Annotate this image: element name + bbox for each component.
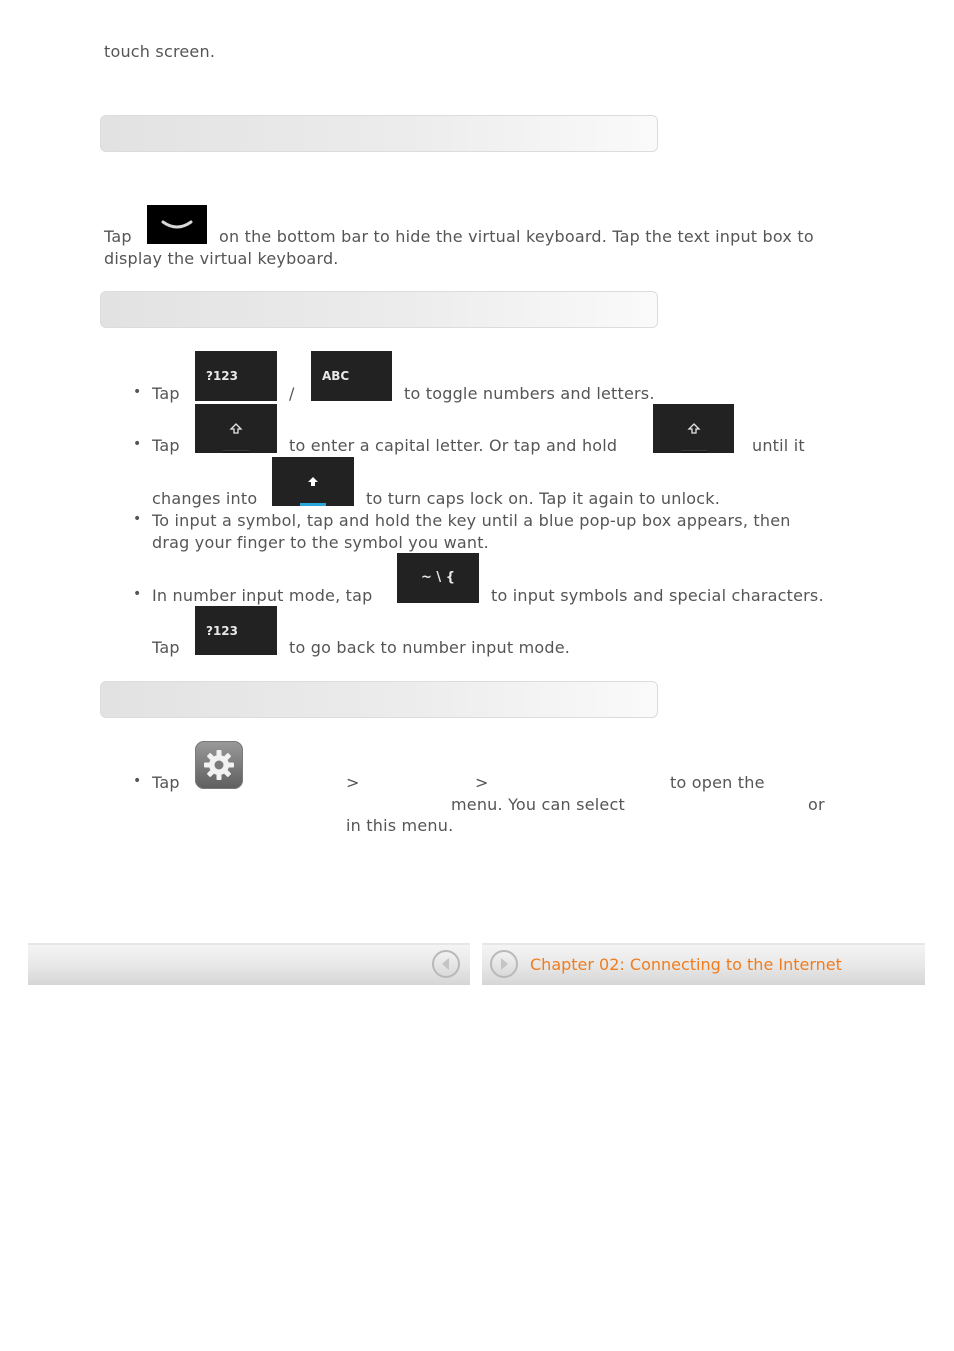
section-header-bar: [100, 291, 658, 328]
hide-keyboard-text: on the bottom bar to hide the virtual keyboard. Tap the text input box to: [219, 227, 814, 246]
settings-gear-icon: [195, 741, 243, 789]
hide-keyboard-tap-label: Tap: [104, 227, 132, 246]
back-to-number-text: to go back to number input mode.: [289, 638, 571, 657]
symbol-key-icon: [397, 553, 479, 603]
bullet-tap-label: Tap: [152, 384, 180, 403]
shift-key-icon: [195, 404, 277, 453]
slash-separator: /: [289, 384, 295, 403]
symbols-text: to input symbols and special characters.: [491, 586, 824, 605]
or-text: or: [808, 795, 825, 814]
prev-chapter-bar[interactable]: [28, 943, 470, 985]
bullet-tap-label: Tap: [152, 436, 180, 455]
hide-keyboard-icon: [147, 205, 207, 244]
section-header-bar: [100, 681, 658, 718]
shift-key-icon: [653, 404, 734, 453]
toggle-text: to toggle numbers and letters.: [404, 384, 655, 403]
open-the-text: to open the: [670, 773, 765, 792]
prev-arrow-icon[interactable]: [432, 950, 460, 978]
capital-letter-text: to enter a capital letter. Or tap and hold: [289, 436, 618, 455]
back-tap-label: Tap: [152, 638, 180, 657]
next-chapter-bar[interactable]: [482, 943, 925, 985]
num-key-icon: [195, 351, 277, 401]
abc-key-icon: [311, 351, 392, 401]
symbol-key-label: ~ \ {: [421, 570, 455, 585]
number-mode-text: In number input mode, tap: [152, 586, 373, 605]
menu-select-text: menu. You can select: [451, 795, 625, 814]
until-it-text: until it: [752, 436, 805, 455]
num-key-label: ?123: [206, 624, 239, 638]
changes-into-text: changes into: [152, 489, 258, 508]
settings-tap-label: Tap: [152, 773, 180, 792]
num-key-label: ?123: [206, 369, 239, 383]
arrow-separator: >: [346, 773, 360, 792]
symbol-popup-text-2: drag your finger to the symbol you want.: [152, 533, 489, 552]
caps-lock-key-icon: [272, 457, 354, 506]
in-this-menu-text: in this menu.: [346, 816, 454, 835]
bullet-dot: •: [133, 586, 142, 602]
bullet-dot: •: [133, 384, 142, 400]
next-arrow-icon[interactable]: [490, 950, 518, 978]
bullet-dot: •: [133, 773, 142, 789]
caps-lock-text: to turn caps lock on. Tap it again to unlock.: [366, 489, 720, 508]
bullet-dot: •: [133, 511, 142, 527]
hide-keyboard-text-2: display the virtual keyboard.: [104, 249, 339, 268]
intro-text: touch screen.: [104, 42, 216, 61]
num-key-icon: [195, 606, 277, 655]
next-chapter-link[interactable]: Chapter 02: Connecting to the Internet: [530, 955, 842, 974]
abc-key-label: ABC: [322, 369, 350, 383]
symbol-popup-text: To input a symbol, tap and hold the key until a blue pop-up box appears, then: [152, 511, 791, 530]
section-header-bar: [100, 115, 658, 152]
arrow-separator: >: [475, 773, 489, 792]
bullet-dot: •: [133, 436, 142, 452]
